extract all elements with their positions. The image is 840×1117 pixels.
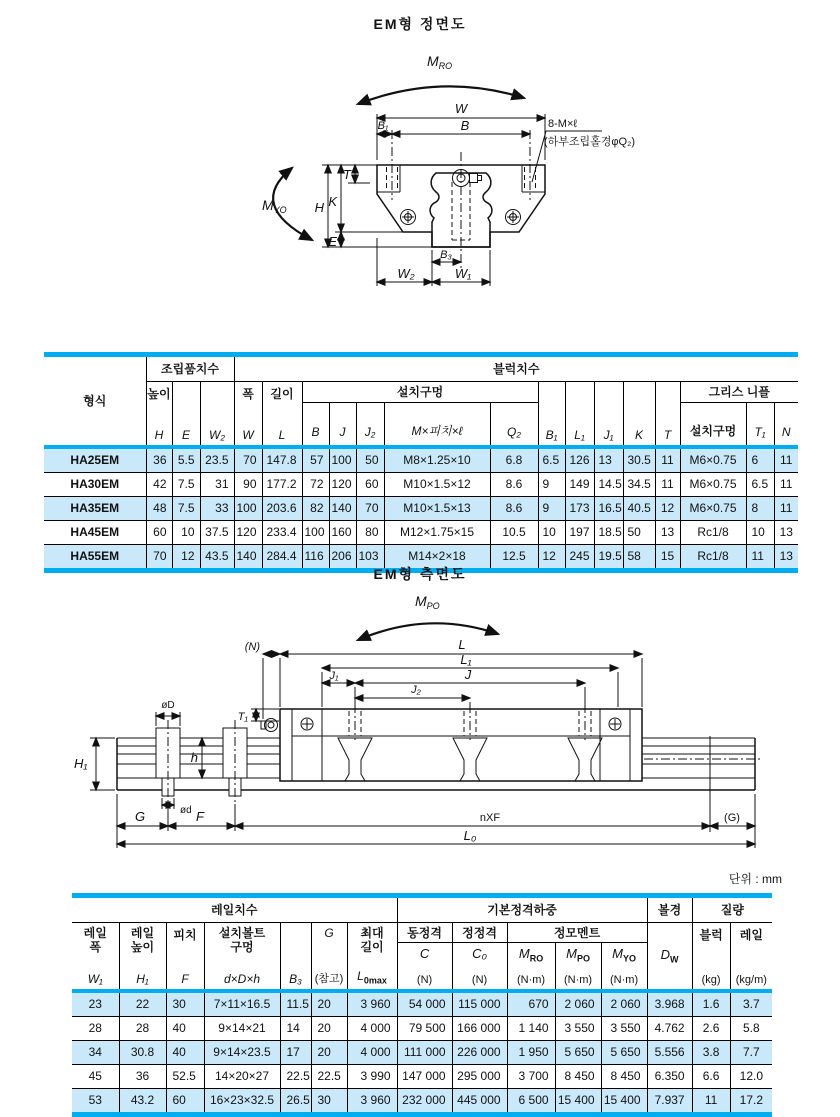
moment-po-label: MPO xyxy=(415,593,440,611)
col-header-n: N xyxy=(774,403,798,447)
col-header-rail-mass: 레일 (kg/m) xyxy=(730,922,772,991)
table-row xyxy=(72,1088,772,1112)
cell: M10×1.5×13 xyxy=(384,496,490,520)
cell: 22.5 xyxy=(311,1064,347,1088)
dim-label-e: E xyxy=(328,234,337,249)
col-header-h: 높이 H xyxy=(146,381,172,447)
cell: 13 xyxy=(774,520,798,544)
cell: 3.7 xyxy=(730,991,772,1017)
cell: 4.762 xyxy=(647,1016,692,1040)
cell: 54 000 xyxy=(397,991,452,1017)
col-header-model: 형식 xyxy=(44,357,146,447)
cell: 30.5 xyxy=(623,447,655,473)
cell: 10.5 xyxy=(490,520,538,544)
cell: 5.5 xyxy=(172,447,200,473)
cell: 33 xyxy=(200,496,234,520)
cell: 160 xyxy=(329,520,356,544)
cell: 14×20×27 xyxy=(204,1064,280,1088)
col-header-dw: $D_W$ xyxy=(647,922,692,991)
cell: 116 xyxy=(302,544,329,568)
cell: 11.5 xyxy=(280,991,311,1017)
cell: 445 000 xyxy=(452,1088,507,1112)
group-header-block: 블럭치수 xyxy=(234,357,798,381)
dim-label-b: B xyxy=(460,118,470,133)
dim-label-g2: (G) xyxy=(724,812,740,824)
cell: 2 060 xyxy=(555,991,601,1017)
cell: 233.4 xyxy=(262,520,302,544)
dim-label-j: J xyxy=(464,667,472,682)
cell: 36 xyxy=(146,447,172,473)
cell: 22 xyxy=(119,991,166,1017)
dim-label-w2: W₂ xyxy=(397,266,415,281)
cell: 48 xyxy=(146,496,172,520)
cell: 173 xyxy=(565,496,594,520)
cell: 36 xyxy=(119,1064,166,1088)
col-header-w2: W₂ xyxy=(200,381,234,447)
cell: 232 000 xyxy=(397,1088,452,1112)
cell: 10 xyxy=(172,520,200,544)
cell: 50 xyxy=(623,520,655,544)
bolt-note: 8-M×ℓ xyxy=(548,118,577,130)
cell: 8.6 xyxy=(490,472,538,496)
col-header-b: B xyxy=(302,403,329,447)
dim-label-j1: J₁ xyxy=(329,670,339,682)
cell: 43.5 xyxy=(200,544,234,568)
model-cell: HA35EM xyxy=(44,496,146,520)
cell: 1 950 xyxy=(507,1040,555,1064)
cell: 13 xyxy=(655,520,680,544)
moment-po-arrow xyxy=(358,623,498,640)
cell: 14 xyxy=(280,1016,311,1040)
cell: 245 xyxy=(565,544,594,568)
col-header-g: G (참고) xyxy=(311,922,347,991)
cell: 11 xyxy=(655,447,680,473)
cell: 40 xyxy=(166,1016,204,1040)
table-row xyxy=(72,1040,772,1064)
col-header-f: 피치 F xyxy=(166,922,204,991)
cell: 226 000 xyxy=(452,1040,507,1064)
col-header-b1: B₁ xyxy=(538,381,565,447)
dim-label-t: T xyxy=(343,167,351,182)
cell: 16.5 xyxy=(594,496,623,520)
cell: 111 000 xyxy=(397,1040,452,1064)
group-header-assembly: 조립품치수 xyxy=(146,357,234,381)
dim-label-l: L xyxy=(458,637,466,652)
cell: 20 xyxy=(311,1040,347,1064)
cell: 103 xyxy=(356,544,384,568)
col-header-j2: J₂ xyxy=(356,403,384,447)
front-view-drawing xyxy=(240,42,670,312)
cell: 18.5 xyxy=(594,520,623,544)
dim-label-h1: H₁ xyxy=(74,756,88,771)
header-row-groups xyxy=(44,357,798,381)
cell: 11 xyxy=(774,447,798,473)
cell: 57 xyxy=(302,447,329,473)
cell: 10 xyxy=(538,520,565,544)
col-header-w: 폭 W xyxy=(234,381,262,447)
dim-label-k: K xyxy=(328,194,337,209)
cell: 295 000 xyxy=(452,1064,507,1088)
cell: Rc1/8 xyxy=(680,520,746,544)
col-header-t: T xyxy=(655,381,680,447)
cell: 70 xyxy=(146,544,172,568)
cell: 3 550 xyxy=(555,1016,601,1040)
dim-label-t1: T₁ xyxy=(237,711,248,723)
cell: 26.5 xyxy=(280,1088,311,1112)
dim-label-l0: L₀ xyxy=(463,828,477,843)
cell: 6.5 xyxy=(746,472,774,496)
dim-label-n: (N) xyxy=(244,641,260,653)
col-header-mpo: $M_{PO}$ (N·m) xyxy=(555,943,601,991)
cell: 15 400 xyxy=(601,1088,647,1112)
cell: 12 xyxy=(172,544,200,568)
header-row-sub xyxy=(44,381,798,403)
cell: 9 xyxy=(538,496,565,520)
col-header-t1: T₁ xyxy=(746,403,774,447)
dim-label-b3: B₃ xyxy=(440,249,452,261)
cell: 10 xyxy=(746,520,774,544)
hole-note: (하부조립홀경φQ₂) xyxy=(544,136,636,148)
cell: 28 xyxy=(119,1016,166,1040)
cell: 1 140 xyxy=(507,1016,555,1040)
group-header-ball: 볼경 xyxy=(647,898,692,922)
block-dimension-table-wrap xyxy=(44,352,798,573)
cell: 5 650 xyxy=(601,1040,647,1064)
cell: 120 xyxy=(329,472,356,496)
cell: 203.6 xyxy=(262,496,302,520)
col-header-dxdxh: 설치볼트 구멍 d×D×h xyxy=(204,922,280,991)
rail-spec-table xyxy=(72,898,772,1112)
cell: 40.5 xyxy=(623,496,655,520)
cell: 11 xyxy=(774,472,798,496)
cell: 37.5 xyxy=(200,520,234,544)
moment-ro-arrow xyxy=(358,86,524,104)
cell: 42 xyxy=(146,472,172,496)
col-header-grease-hole: 설치구멍 xyxy=(680,403,746,447)
cell: 60 xyxy=(356,472,384,496)
cell: 60 xyxy=(146,520,172,544)
cell: 13 xyxy=(594,447,623,473)
col-header-b3: B₃ xyxy=(280,922,311,991)
dim-label-j2: J₂ xyxy=(411,684,421,696)
cell: 70 xyxy=(356,496,384,520)
col-header-static: 정정격 xyxy=(452,922,507,943)
dim-label-w: W xyxy=(454,101,468,116)
col-header-block-mass: 블럭 (kg) xyxy=(692,922,730,991)
cell: 16×23×32.5 xyxy=(204,1088,280,1112)
cell: 140 xyxy=(234,544,262,568)
cell: 140 xyxy=(329,496,356,520)
col-header-h1: 레일 높이 H₁ xyxy=(119,922,166,991)
cell: 50 xyxy=(356,447,384,473)
cell: 197 xyxy=(565,520,594,544)
cell: 3 700 xyxy=(507,1064,555,1088)
model-cell: HA45EM xyxy=(44,520,146,544)
col-header-c: C (N) xyxy=(397,943,452,991)
dimension-lines xyxy=(90,654,755,848)
cell: Rc1/8 xyxy=(680,544,746,568)
col-header-dynamic: 동정격 xyxy=(397,922,452,943)
model-cell: HA25EM xyxy=(44,447,146,473)
front-view-title: EM형 정면도 xyxy=(373,16,467,32)
cell: 100 xyxy=(329,447,356,473)
cell: M8×1.25×10 xyxy=(384,447,490,473)
col-header-j: J xyxy=(329,403,356,447)
col-header-l: 길이 L xyxy=(262,381,302,447)
block-dimension-table xyxy=(44,357,798,568)
cell: 147 000 xyxy=(397,1064,452,1088)
cell: 40 xyxy=(166,1040,204,1064)
cell: 30 xyxy=(311,1088,347,1112)
cell: 34.5 xyxy=(623,472,655,496)
col-header-w1: 레일 폭 W₁ xyxy=(72,922,119,991)
group-header-rail-dims: 레일치수 xyxy=(72,898,397,922)
group-header-mass: 질량 xyxy=(692,898,772,922)
cell: 30.8 xyxy=(119,1040,166,1064)
cell: 23.5 xyxy=(200,447,234,473)
cell: 8 450 xyxy=(601,1064,647,1088)
cell: 12.0 xyxy=(730,1064,772,1088)
cell: 3 990 xyxy=(347,1064,397,1088)
dim-label-nxf: nXF xyxy=(479,812,501,824)
cell: 12 xyxy=(538,544,565,568)
cell: 90 xyxy=(234,472,262,496)
cell: 80 xyxy=(356,520,384,544)
cell: 284.4 xyxy=(262,544,302,568)
cell: 6.350 xyxy=(647,1064,692,1088)
cell: 14.5 xyxy=(594,472,623,496)
cell: 3 960 xyxy=(347,991,397,1017)
col-header-c0: C₀ (N) xyxy=(452,943,507,991)
cell: 7.7 xyxy=(730,1040,772,1064)
model-cell: HA55EM xyxy=(44,544,146,568)
header-row-groups xyxy=(72,898,772,922)
col-header-k: K xyxy=(623,381,655,447)
cell: 7.937 xyxy=(647,1088,692,1112)
cell: 12.5 xyxy=(490,544,538,568)
cell: 149 xyxy=(565,472,594,496)
cell: 5.8 xyxy=(730,1016,772,1040)
col-header-l0max: 최대 길이 $L_{0max}$ xyxy=(347,922,397,991)
cell: 43.2 xyxy=(119,1088,166,1112)
col-header-l1: L₁ xyxy=(565,381,594,447)
cell: 79 500 xyxy=(397,1016,452,1040)
cell: 8 xyxy=(746,496,774,520)
cell: 22.5 xyxy=(280,1064,311,1088)
cell: 31 xyxy=(200,472,234,496)
cell: 5 650 xyxy=(555,1040,601,1064)
cell: 115 000 xyxy=(452,991,507,1017)
table-row xyxy=(72,991,772,1017)
cell: 11 xyxy=(746,544,774,568)
cell: 126 xyxy=(565,447,594,473)
cell: 15 400 xyxy=(555,1088,601,1112)
cell: 9 xyxy=(538,472,565,496)
cell: M6×0.75 xyxy=(680,472,746,496)
cell: 4 000 xyxy=(347,1040,397,1064)
cell: 17 xyxy=(280,1040,311,1064)
cell: 5.556 xyxy=(647,1040,692,1064)
cell: 3.8 xyxy=(692,1040,730,1064)
cell: 60 xyxy=(166,1088,204,1112)
cell: M6×0.75 xyxy=(680,447,746,473)
rail-spec-table-wrap xyxy=(72,893,772,1117)
cell: 11 xyxy=(655,472,680,496)
group-header-mount-hole: 설치구멍 xyxy=(302,381,538,403)
cell: 100 xyxy=(302,520,329,544)
cell: 30 xyxy=(166,991,204,1017)
cell: 17.2 xyxy=(730,1088,772,1112)
dim-label-b1: B₁ xyxy=(377,120,389,132)
cell: 7.5 xyxy=(172,496,200,520)
model-cell: HA30EM xyxy=(44,472,146,496)
group-header-grease: 그리스 니플 xyxy=(680,381,798,403)
header-row-sub xyxy=(72,922,772,943)
cell: 147.8 xyxy=(262,447,302,473)
col-header-mro: $M_{RO}$ (N·m) xyxy=(507,943,555,991)
dim-label-h: H xyxy=(314,200,324,215)
cell: 53 xyxy=(72,1088,119,1112)
cell: 7.5 xyxy=(172,472,200,496)
dim-label-g: G xyxy=(134,809,146,824)
side-view-drawing xyxy=(70,588,770,854)
cell: 4 000 xyxy=(347,1016,397,1040)
cell: 15 xyxy=(655,544,680,568)
cell: 9×14×23.5 xyxy=(204,1040,280,1064)
cell: 6 500 xyxy=(507,1088,555,1112)
cell: 6.6 xyxy=(692,1064,730,1088)
cell: 177.2 xyxy=(262,472,302,496)
table-row xyxy=(44,520,798,544)
cell: 206 xyxy=(329,544,356,568)
cell: 11 xyxy=(774,496,798,520)
cell: M6×0.75 xyxy=(680,496,746,520)
table-row xyxy=(72,1016,772,1040)
cell: 6.5 xyxy=(538,447,565,473)
cell: 20 xyxy=(311,1016,347,1040)
cell: 28 xyxy=(72,1016,119,1040)
cell: 7×11×16.5 xyxy=(204,991,280,1017)
cell: 11 xyxy=(692,1088,730,1112)
dim-label-w1: W₁ xyxy=(454,266,472,281)
cell: 6.8 xyxy=(490,447,538,473)
cell: 13 xyxy=(774,544,798,568)
block-side xyxy=(261,704,642,781)
cell: M14×2×18 xyxy=(384,544,490,568)
dim-label-l1: L₁ xyxy=(460,652,472,667)
cell: 166 000 xyxy=(452,1016,507,1040)
group-header-load: 기본정격하중 xyxy=(397,898,647,922)
col-header-q2: Q₂ xyxy=(490,403,538,447)
cell: 23 xyxy=(72,991,119,1017)
moment-yo-arrow xyxy=(273,168,312,240)
cell: 19.5 xyxy=(594,544,623,568)
dim-label-f: F xyxy=(196,809,204,824)
cell: 45 xyxy=(72,1064,119,1088)
cell: 120 xyxy=(234,520,262,544)
side-view-title: EM형 측면도 xyxy=(373,566,467,582)
cell: 3.968 xyxy=(647,991,692,1017)
cell: 2 060 xyxy=(601,991,647,1017)
grease-nipple xyxy=(453,170,482,187)
cell: 82 xyxy=(302,496,329,520)
cell: M10×1.5×12 xyxy=(384,472,490,496)
cell: 12 xyxy=(655,496,680,520)
cell: 3 550 xyxy=(601,1016,647,1040)
cell: 8.6 xyxy=(490,496,538,520)
table-row xyxy=(44,447,798,473)
cell: 72 xyxy=(302,472,329,496)
table-row xyxy=(44,496,798,520)
cell: 52.5 xyxy=(166,1064,204,1088)
cell: 20 xyxy=(311,991,347,1017)
moment-yo-label: MYO xyxy=(262,197,287,215)
rail-side xyxy=(117,720,760,832)
cell: 70 xyxy=(234,447,262,473)
cell: 1.6 xyxy=(692,991,730,1017)
col-header-j1: J₁ xyxy=(594,381,623,447)
col-header-e: E xyxy=(172,381,200,447)
cell: 100 xyxy=(234,496,262,520)
dim-label-od2: ød xyxy=(180,805,192,816)
cell: 34 xyxy=(72,1040,119,1064)
cell: 58 xyxy=(623,544,655,568)
cell: 2.6 xyxy=(692,1016,730,1040)
dim-label-od: øD xyxy=(161,700,175,711)
cell: M12×1.75×15 xyxy=(384,520,490,544)
cell: 9×14×21 xyxy=(204,1016,280,1040)
table-row xyxy=(44,472,798,496)
moment-ro-label: MRO xyxy=(427,53,453,71)
col-header-myo: $M_{YO}$ (N·m) xyxy=(601,943,647,991)
unit-note: 단위 : mm xyxy=(728,872,782,886)
col-header-m-pitch: M×피치×ℓ xyxy=(384,403,490,447)
cell: 8 450 xyxy=(555,1064,601,1088)
cell: 3 960 xyxy=(347,1088,397,1112)
table-row xyxy=(72,1064,772,1088)
group-header-moment: 정모멘트 xyxy=(507,922,647,943)
dim-label-h: h xyxy=(190,750,198,765)
cell: 670 xyxy=(507,991,555,1017)
cell: 6 xyxy=(746,447,774,473)
